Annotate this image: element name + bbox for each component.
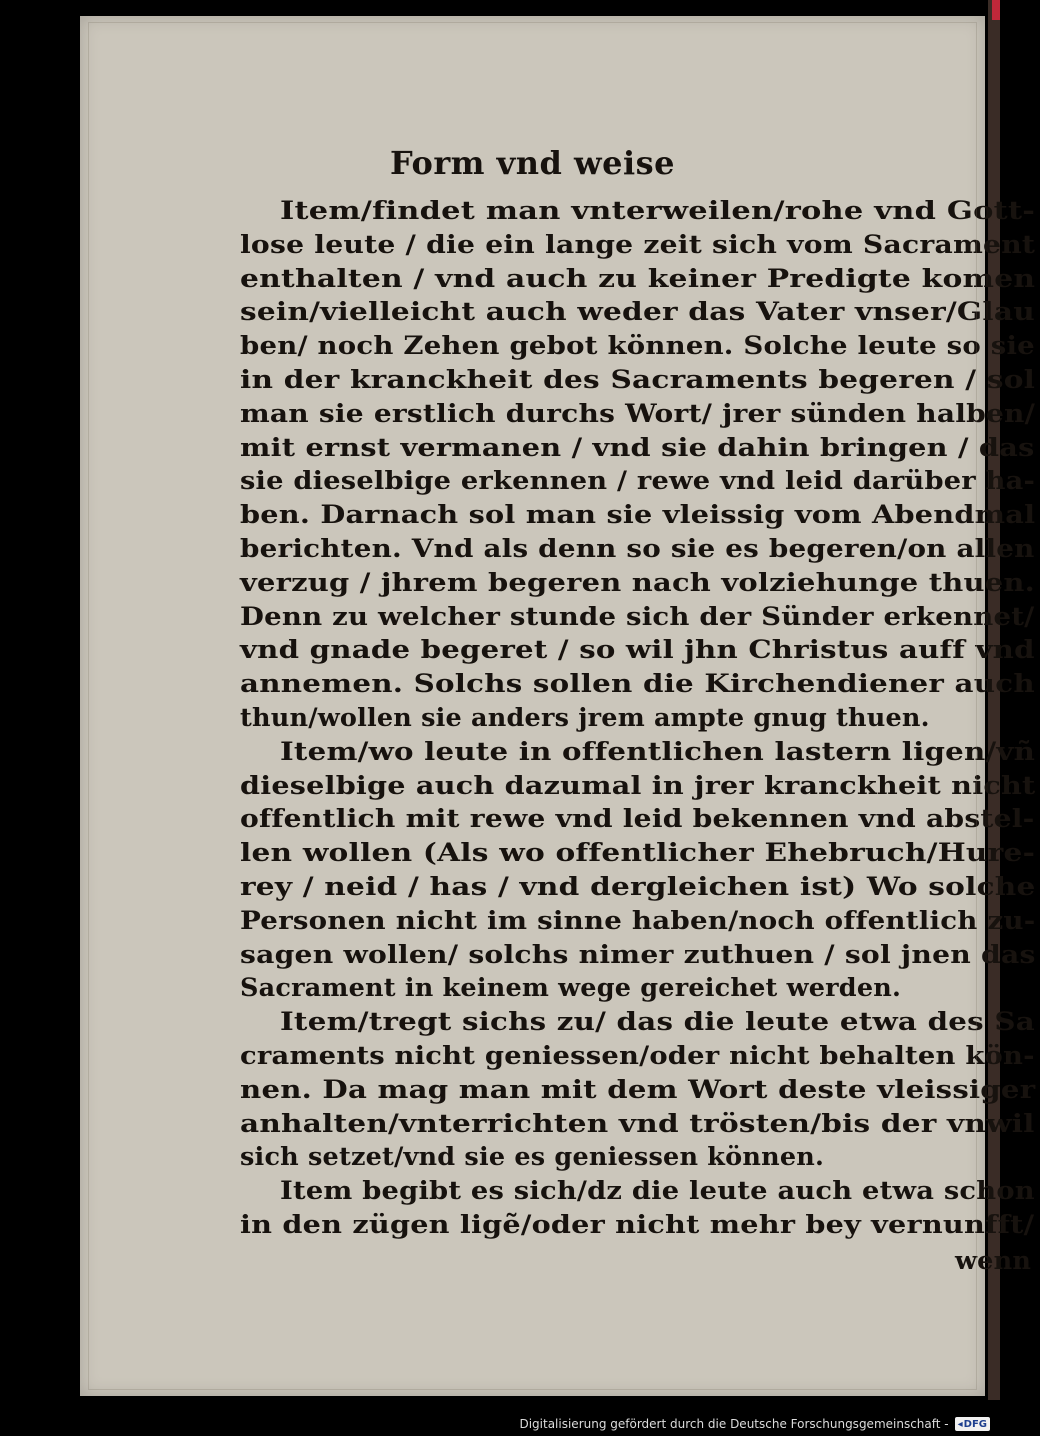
text-line: ben/ noch Zehen gebot können. Solche leute so sie [240,331,1035,362]
running-header: Form vnd weise [390,144,675,182]
text-line: Denn zu welcher stunde sich der Sünder erkennet/ [240,601,1035,632]
text-line: man sie erstlich durchs Wort/ jrer sünden halben/ [240,398,1036,429]
text-line: sie dieselbige erkennen / rewe vnd leid darüber ha- [240,466,1036,497]
text-line: offentlich mit rewe vnd leid bekennen vnd abstel- [240,804,1035,835]
text-line: Item/wo leute in offentlichen lastern ligen/vñ [280,736,1036,767]
text-line: annemen. Solchs sollen die Kirchendiener auch [240,669,1035,700]
text-line: nen. Da mag man mit dem Wort deste vleissiger [240,1074,1036,1105]
text-line: in der kranckheit des Sacraments begeren / sol [240,365,1036,395]
text-line: len wollen (Als wo offentlicher Ehebruch/Hure- [240,838,1036,869]
book-page [80,16,1036,1396]
text-line: wenn [955,1245,1032,1276]
scan-edge-marker [992,0,1000,20]
text-line: Item/tregt sichs zu/ das die leute etwa des Sa [280,1007,1035,1038]
text-line: thun/wollen sie anders jrem ampte gnug thuen. [240,703,930,733]
text-line: lose leute / die ein lange zeit sich vom Sacrament [240,229,1036,260]
text-line: berichten. Vnd als denn so sie es begeren/on allen [240,534,1035,564]
text-line: Item/findet man vnterweilen/rohe vnd Gott- [280,196,1036,226]
text-line: enthalten / vnd auch zu keiner Predigte komen [240,263,1036,294]
text-line: anhalten/vnterrichten vnd trösten/bis der vnwil [240,1108,1035,1139]
text-line: in den zügen ligẽ/oder nicht mehr bey vernunfft/ [240,1210,1035,1240]
text-line: mit ernst vermanen / vnd sie dahin bringen / das [240,432,1035,463]
text-line: rey / neid / has / vnd dergleichen ist) Wo solche [240,872,1036,902]
dfg-logo: ◂ DFG [955,1417,990,1431]
text-line: verzug / jhrem begeren nach volziehunge thuen. [240,567,1035,598]
text-line: craments nicht geniessen/oder nicht behalten kön- [240,1041,1035,1071]
text-line: sein/vielleicht auch weder das Vater vnser/Glau [240,297,1035,328]
funding-footer [519,1416,990,1432]
text-line: Sacrament in keinem wege gereichet werden. [240,973,902,1004]
text-line: Item begibt es sich/dz die leute auch etwa schon [280,1176,1035,1207]
text-line: ben. Darnach sol man sie vleissig vom Abendmal [240,500,1036,531]
text-line: vnd gnade begeret / so wil jhn Christus auff vnd [240,635,1035,666]
text-line: sich setzet/vnd sie es geniessen können. [240,1142,825,1173]
text-line: dieselbige auch dazumal in jrer kranckheit nicht [240,770,1036,801]
text-line: Personen nicht im sinne haben/noch offentlich zu- [240,905,1036,936]
text-line: sagen wollen/ solchs nimer zuthuen / sol jnen das [240,939,1036,970]
funding-note: Digitalisierung gefördert durch die Deutsche Forschungsgemeinschaft - [519,1417,949,1431]
